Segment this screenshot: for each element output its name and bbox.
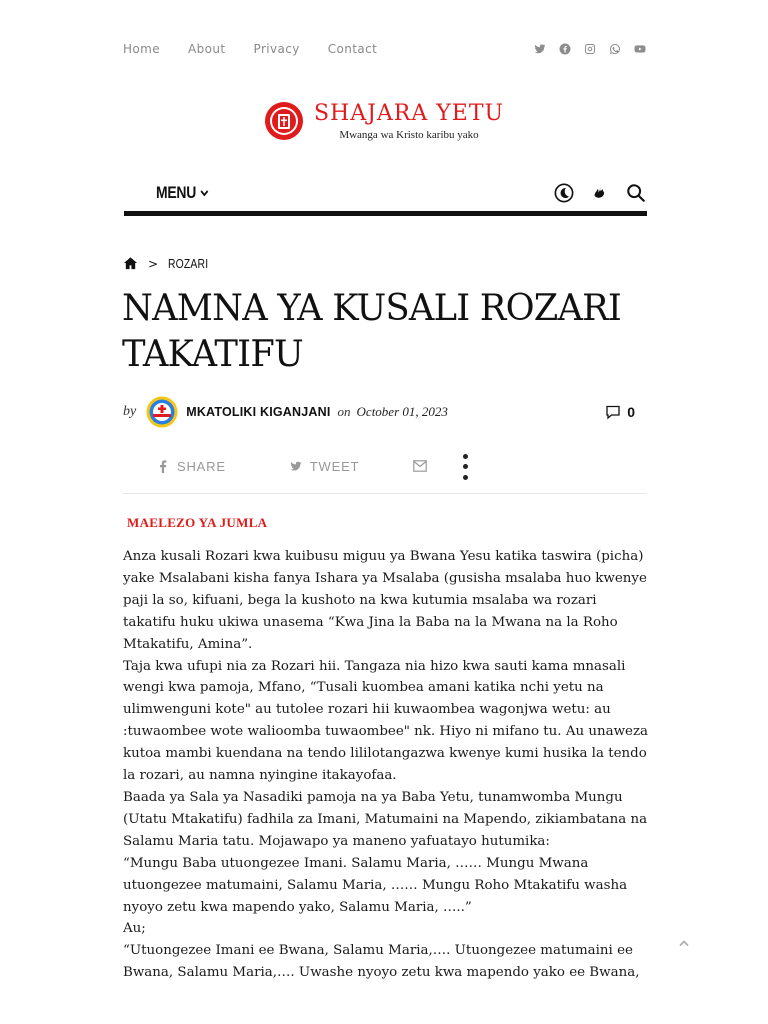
nav-home-link[interactable]: Home xyxy=(123,42,161,56)
chevron-down-icon xyxy=(199,187,209,199)
paragraph: Anza kusali Rozari kwa kuibusu miguu ya Bwana Yesu katika taswira (picha) yake Msalabani kisha fanya Ishara ya Msalaba (gusisha msalaba huo kwenye paji la so, kifuani, bega la kushoto na kwa kutumia msalaba wa rozari takatifu huku ukiwa unasema “Kwa Jina la Baba na la Mwana na la Roho Mtakatifu, Amina”. xyxy=(123,549,647,652)
breadcrumb-category-link[interactable]: ROZARI xyxy=(168,256,209,271)
whatsapp-icon[interactable] xyxy=(608,42,622,56)
article-title: NAMNA YA KUSALI ROZARI TAKATIFU xyxy=(122,288,622,375)
on-label: on xyxy=(337,404,351,419)
top-bar xyxy=(123,38,647,60)
site-brand[interactable] xyxy=(0,100,768,141)
main-navbar xyxy=(124,176,647,216)
facebook-icon[interactable] xyxy=(558,42,572,56)
chevron-up-icon xyxy=(679,939,689,947)
share-label: SHARE xyxy=(177,459,226,474)
brand-text xyxy=(314,100,504,141)
comment-count: 0 xyxy=(627,404,635,420)
share-twitter-button[interactable] xyxy=(290,459,360,474)
paragraph: Au; xyxy=(123,921,146,937)
nav-contact-link[interactable]: Contact xyxy=(327,42,378,56)
moon-icon xyxy=(554,183,574,203)
section-heading: MAELEZO YA JUMLA xyxy=(127,515,268,530)
nav-about-link[interactable]: About xyxy=(188,42,226,56)
twitter-icon[interactable] xyxy=(533,42,547,56)
comment-icon xyxy=(605,404,621,420)
paragraph: “Mungu Baba utuongezee Imani. Salamu Maria, …… Mungu Mwana utuongezee matumaini, Salamu Maria, …… Mungu Roho Mtakatifu washa nyoyo zetu kwa mapendo yako, Salamu Maria, …..” xyxy=(123,855,628,915)
home-icon[interactable] xyxy=(123,256,138,271)
dot xyxy=(463,464,468,469)
trending-button[interactable] xyxy=(589,182,611,204)
youtube-icon[interactable] xyxy=(633,42,647,56)
article-body xyxy=(123,546,653,984)
menu-label: MENU xyxy=(156,182,197,202)
instagram-icon[interactable] xyxy=(583,42,597,56)
back-to-top-button[interactable] xyxy=(677,936,691,950)
tweet-label: TWEET xyxy=(309,459,360,474)
publish-date: October 01, 2023 xyxy=(356,404,448,419)
site-name: SHAJARA YETU xyxy=(313,101,505,126)
menu-button[interactable] xyxy=(156,183,209,203)
search-icon xyxy=(626,183,646,203)
twitter-icon xyxy=(290,460,302,473)
by-label: by xyxy=(123,404,137,419)
mail-icon xyxy=(413,460,427,472)
share-bar xyxy=(123,444,647,494)
dot xyxy=(463,475,468,480)
dark-mode-toggle[interactable] xyxy=(553,182,575,204)
author-avatar[interactable] xyxy=(146,396,178,428)
nav-privacy-link[interactable]: Privacy xyxy=(253,42,300,56)
navbar-tools xyxy=(553,182,647,204)
top-nav xyxy=(123,42,377,56)
facebook-icon xyxy=(157,460,169,473)
dot xyxy=(463,454,468,459)
author-name-link[interactable]: MKATOLIKI KIGANJANI xyxy=(186,405,331,419)
more-share-options-icon[interactable] xyxy=(461,454,469,480)
site-tagline: Mwanga wa Kristo karibu yako xyxy=(339,129,479,141)
share-email-button[interactable] xyxy=(413,460,429,474)
site-logo xyxy=(264,101,304,141)
breadcrumb-separator-icon: > xyxy=(148,256,159,271)
paragraph: Baada ya Sala ya Nasadiki pamoja na ya Baba Yetu, tunamwomba Mungu (Utatu Mtakatifu) fadhila za Imani, Matumaini na Mapendo, zikiambatana na Salamu Maria tatu. Mojawapo ya maneno yafuatayo hutumika: xyxy=(123,789,648,849)
paragraph: Taja kwa ufupi nia za Rozari hii. Tangaza nia hizo kwa sauti kama mnasali wengi kwa pamoja, Mfano, “Tusali kuombea amani katika nchi yetu na ulimwenguni kote" au tutolee rozari hii kuwaombea wagonjwa wetu: au :tuwaombee wote walioomba tuwaombee" nk. Hiyo ni mifano tu. Au unaweza kutoa mambi kuendana na tendo lililotangazwa kwenye kumi husika la tendo la rozari, au namna nyingine itakayofaa. xyxy=(123,658,649,784)
fire-icon xyxy=(590,183,610,203)
article-meta xyxy=(123,396,647,428)
search-button[interactable] xyxy=(625,182,647,204)
share-facebook-button[interactable] xyxy=(157,459,226,474)
comments-link[interactable] xyxy=(605,404,635,420)
breadcrumb xyxy=(123,256,218,271)
social-links xyxy=(533,42,647,56)
paragraph: “Utuongezee Imani ee Bwana, Salamu Maria,…. Utuongezee matumaini ee Bwana, Salamu Maria,…. Uwashe nyoyo zetu kwa mapendo yako ee Bwana, xyxy=(123,943,640,981)
